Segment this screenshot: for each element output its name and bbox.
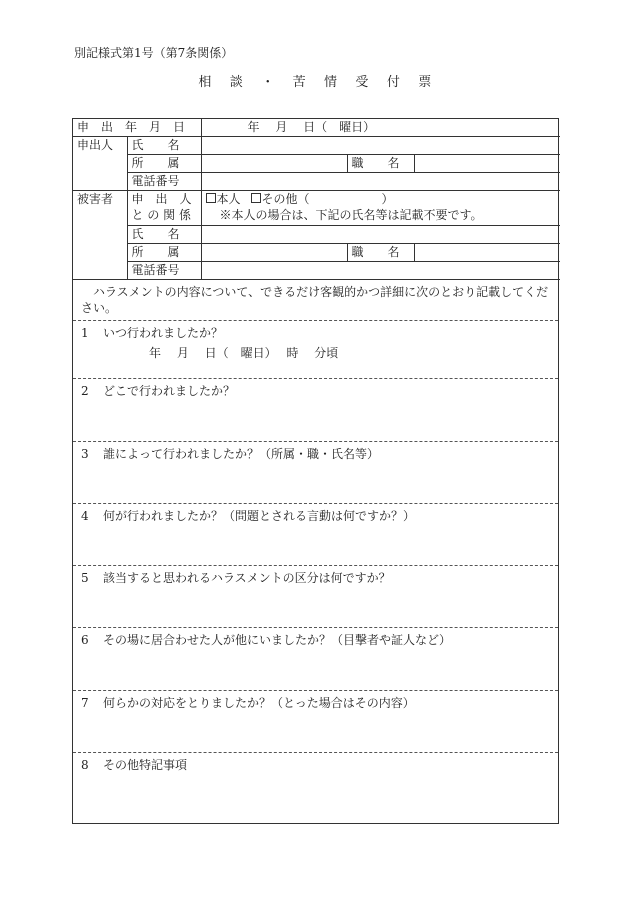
date-row [73, 119, 560, 137]
title-char: 受 [355, 75, 369, 90]
applicant-phone-label: 電話番号 [127, 173, 201, 191]
question-8[interactable]: 8 その他特記事項 [73, 752, 558, 814]
victim-affiliation-label: 所 属 [127, 244, 201, 262]
option-other[interactable]: その他（ ） [251, 191, 394, 207]
question-6[interactable]: 6 その場に居合わせた人が他にいましたか？（目撃者や証人など） [73, 627, 558, 690]
victim-name-field[interactable] [201, 226, 560, 244]
question-4[interactable]: 4 何が行われましたか？（問題とされる言動は何ですか？） [73, 503, 558, 565]
option-self[interactable]: 本人 [206, 191, 241, 207]
applicant-affiliation-field[interactable] [201, 155, 347, 173]
applicant-name-field[interactable] [201, 137, 560, 155]
title-char: 談 [229, 75, 244, 90]
applicant-section-label: 申出人 [73, 137, 127, 191]
form-title [0, 71, 630, 90]
form-box [72, 118, 559, 824]
victim-name-label: 氏 名 [127, 226, 201, 244]
question-5[interactable]: 5 該当すると思われるハラスメントの区分は何ですか？ [73, 565, 558, 627]
applicant-name-label: 氏 名 [127, 137, 201, 155]
title-char: 票 [418, 75, 432, 90]
instructions-text: ハラスメントの内容について、できるだけ客観的かつ詳細に次のとおり記載してください。 [81, 285, 549, 315]
applicant-position-field[interactable] [414, 155, 560, 173]
title-char: 付 [386, 75, 401, 90]
applicant-phone-field[interactable] [201, 173, 560, 191]
date-field[interactable]: 年 月 日（ 曜日） [201, 119, 560, 137]
title-char: 苦 [292, 75, 306, 90]
victim-phone-field[interactable] [201, 262, 560, 280]
victim-note: ※本人の場合は、下記の氏名等は記載不要です。 [219, 208, 483, 222]
victim-phone-label: 電話番号 [127, 262, 201, 280]
checkbox-icon[interactable] [206, 193, 216, 203]
form-number-label: 別記様式第1号（第7条関係） [74, 46, 234, 60]
title-char: 情 [324, 75, 338, 90]
victim-relation-label: 申 出 人 と の 関 係 [127, 191, 201, 226]
title-char: ・ [261, 75, 275, 90]
date-label: 申 出 年 月 日 [73, 119, 201, 137]
question-2[interactable]: 2 どこで行われましたか？ [73, 378, 558, 441]
question-1-datetime: 年 月 日（ 曜日） 時 分頃 [149, 346, 339, 360]
victim-section-label: 被害者 [73, 191, 127, 280]
question-7[interactable]: 7 何らかの対応をとりましたか？（とった場合はその内容） [73, 690, 558, 752]
victim-relation-field [201, 191, 560, 226]
applicant-position-label: 職 名 [347, 155, 414, 173]
question-3[interactable]: 3 誰によって行われましたか？（所属・職・氏名等） [73, 441, 558, 503]
info-table [73, 119, 560, 280]
title-char: 相 [198, 75, 212, 90]
victim-position-field[interactable] [414, 244, 560, 262]
question-1[interactable]: 1 いつ行われましたか？ 年 月 日（ 曜日） 時 分頃 [73, 320, 558, 378]
checkbox-icon[interactable] [251, 193, 261, 203]
victim-position-label: 職 名 [347, 244, 414, 262]
applicant-affiliation-label: 所 属 [127, 155, 201, 173]
victim-affiliation-field[interactable] [201, 244, 347, 262]
